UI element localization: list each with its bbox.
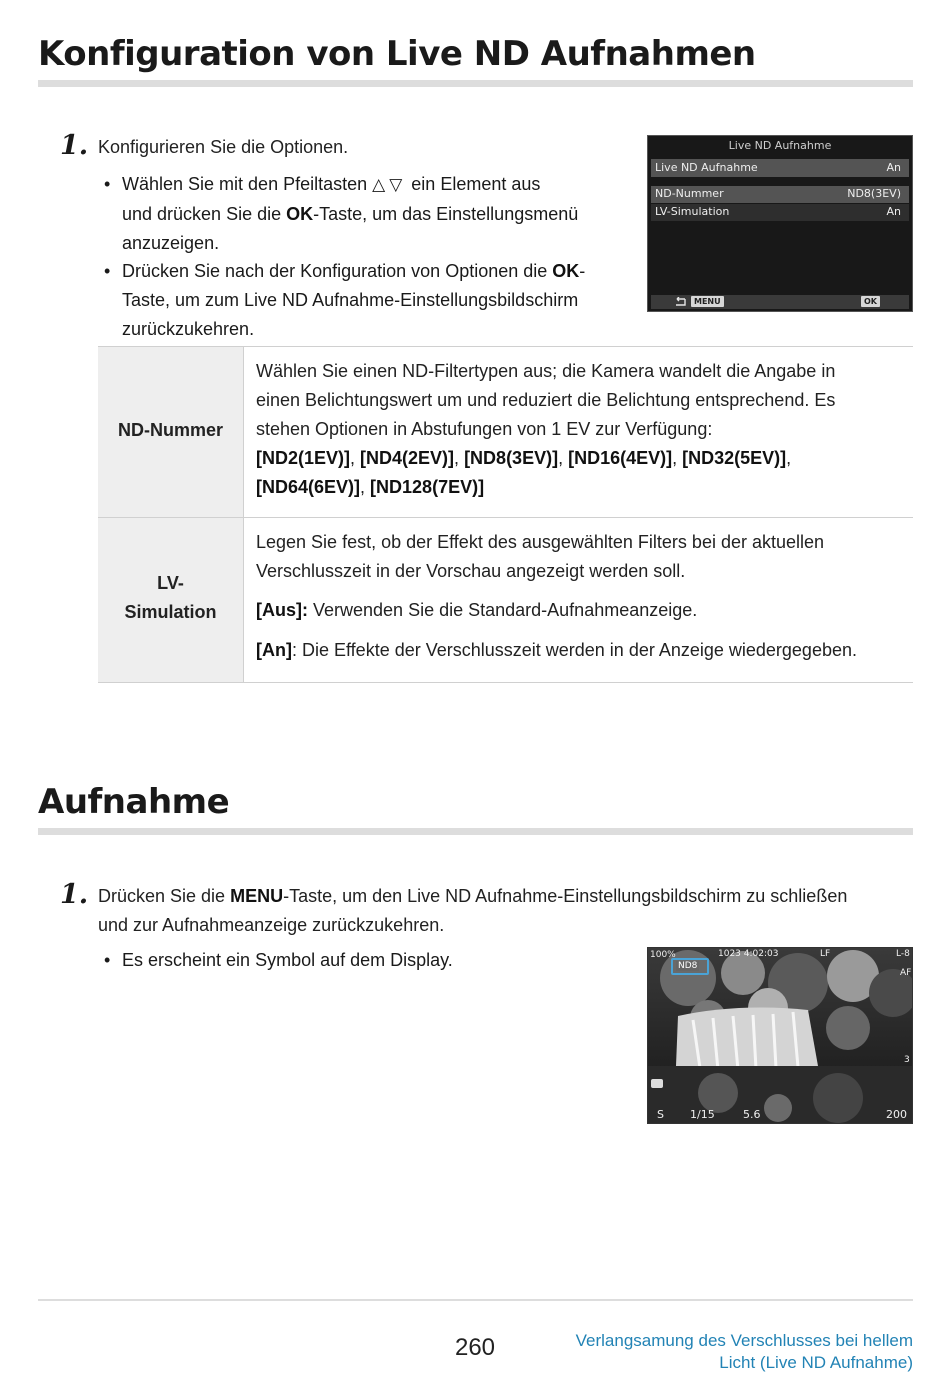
aperture-value: 5.6 — [743, 1108, 761, 1121]
table-border-bottom — [98, 682, 913, 683]
bullet-dot: • — [104, 261, 111, 281]
bullet-select-element: Wählen Sie mit den Pfeiltasten △▽ ein Element aus und drücken Sie die OK-Taste, um das Einstellungsmenü anzuzeigen. — [122, 174, 579, 253]
bullet-return: Drücken Sie nach der Konfiguration von Optionen die OK- Taste, um zum Live ND Aufnahme-Einstellungsbildschirm zurückzukehren. — [122, 261, 586, 339]
nd-filter-icon: ND8 — [671, 958, 709, 975]
table-desc-nd-nummer: Wählen Sie einen ND-Filtertypen aus; die Kamera wandelt die Angabe in einen Belichtungswert um und reduziert die Belichtung entsprechend. Es stehen Optionen in Abstufungen von 1 EV zur Verfügung: [ND2(1EV)], [ND4(2EV)], [ND8(3EV)], [ND16(4EV)], [ND32(5EV)], [ND64(6EV)], [ND128(7EV)] — [256, 357, 906, 502]
options-table — [98, 346, 913, 684]
arrow-keys-icon: △▽ — [372, 175, 407, 195]
bullet-symbol-display: Es erscheint ein Symbol auf dem Display. — [122, 950, 453, 970]
nd-options-line2: [ND64(6EV)], [ND128(7EV)] — [256, 477, 485, 497]
shutter-speed: 1/15 — [690, 1108, 715, 1121]
af-mode: AF — [900, 968, 912, 978]
camera-menu-row-lv-simulation: LV-Simulation An — [651, 204, 909, 221]
step-number: 1. — [60, 879, 89, 910]
remaining-shots: L-8 — [896, 949, 910, 959]
menu-key-label: MENU — [230, 886, 284, 906]
step-instruction: Konfigurieren Sie die Optionen. — [98, 137, 349, 157]
drive-count: 3 — [904, 1055, 910, 1065]
nd-options-line1: [ND2(1EV)], [ND4(2EV)], [ND8(3EV)], [ND16(4EV)], [ND32(5EV)], — [256, 448, 792, 468]
camera-menu-screen — [647, 135, 913, 312]
option-aus: [Aus]: Verwenden Sie die Standard-Aufnahmeanzeige. — [256, 600, 698, 620]
top-info-readout: 1023 4:02:03 — [718, 949, 779, 959]
section-divider — [38, 828, 913, 835]
ok-key-badge: OK — [861, 296, 880, 307]
option-an: [An]: Die Effekte der Verschlusszeit werden in der Anzeige wiedergegeben. — [256, 640, 857, 660]
section-title-aufnahme: Aufnahme — [38, 782, 230, 822]
camera-icon — [651, 1079, 663, 1088]
section-title-konfiguration: Konfiguration von Live ND Aufnahmen — [38, 34, 756, 74]
camera-menu-row-nd-nummer: ND-Nummer ND8(3EV) — [651, 186, 909, 203]
step-number: 1. — [60, 130, 89, 161]
battery-level: 100% — [650, 950, 676, 960]
page-number: 260 — [454, 1334, 496, 1361]
section-divider — [38, 80, 913, 87]
bullet-dot: • — [104, 174, 111, 194]
step-instruction-menu: Drücken Sie die MENU-Taste, um den Live ND Aufnahme-Einstellungsbildschirm zu schließen und zur Aufnahmeanzeige zurückzukehren. — [98, 886, 848, 935]
label-lv-simulation-1: LV- — [157, 573, 184, 593]
footer-section-link[interactable]: Verlangsamung des Verschlusses bei hellem Licht (Live ND Aufnahme) — [575, 1331, 913, 1372]
bullet-dot: • — [104, 950, 111, 970]
ok-key-label: OK — [286, 204, 314, 224]
camera-menu-row-live-nd: Live ND Aufnahme An — [651, 159, 909, 177]
image-quality: LF — [820, 949, 831, 959]
label-lv-simulation-2: Simulation — [124, 602, 217, 622]
table-label-cell — [98, 518, 244, 682]
menu-key-badge: MENU — [691, 296, 724, 307]
shooting-mode: S — [657, 1108, 664, 1121]
footer-divider — [38, 1299, 913, 1301]
table-label-cell — [98, 347, 244, 517]
iso-value: 200 — [886, 1108, 907, 1121]
table-desc-lv-simulation: Legen Sie fest, ob der Effekt des ausgewählten Filters bei der aktuellen Verschlusszeit in der Vorschau angezeigt werden soll. [Aus]: Verwenden Sie die Standard-Aufnahmeanzeige. [An]: Die Effekte der Verschlusszeit werden in der Anzeige wiedergegeben. — [256, 528, 906, 665]
ok-key-label: OK — [552, 261, 580, 281]
label-nd-nummer: ND-Nummer — [117, 420, 223, 440]
camera-menu-title: Live ND Aufnahme — [728, 139, 832, 152]
camera-menu-footer — [651, 295, 909, 309]
live-view-screen — [647, 947, 913, 1124]
back-arrow-icon — [673, 297, 687, 307]
